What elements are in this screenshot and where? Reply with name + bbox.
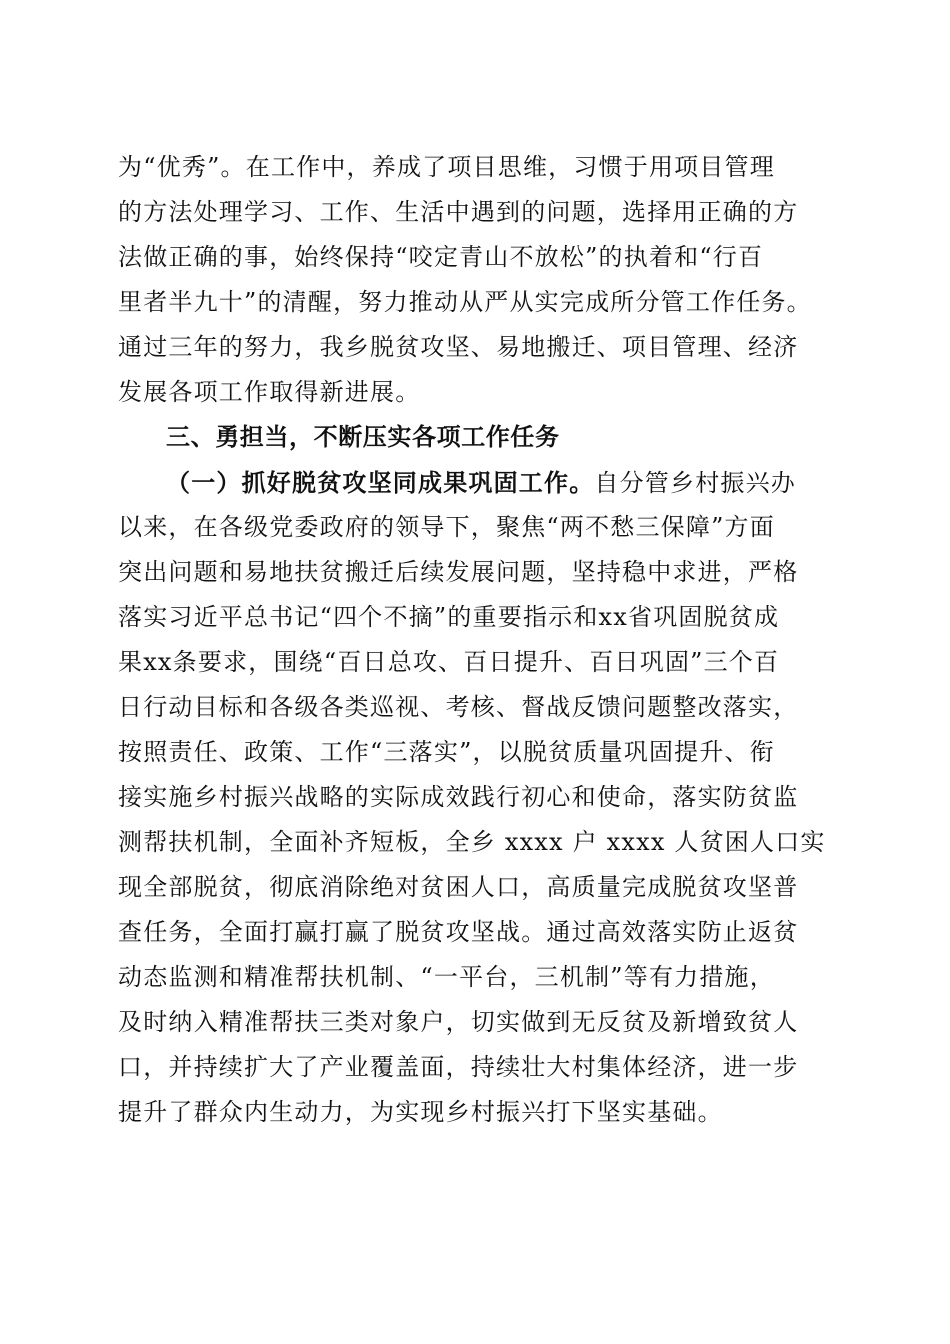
paragraph-line: 的方法处理学习、工作、生活中遇到的问题，选择用正确的方 [118,198,799,226]
paragraph-line: 及时纳入精准帮扶三类对象户，切实做到无反贫及新增致贫人 [118,1008,799,1036]
paragraph-line: 里者半九十”的清醒，努力推动从严从实完成所分管工作任务。 [118,288,812,316]
subsection-title: （一）抓好脱贫攻坚同成果巩固工作。 [166,468,595,497]
paragraph-line: 按照责任、政策、工作“三落实”，以脱贫质量巩固提升、衔 [118,738,775,766]
paragraph-line: 突出问题和易地扶贫搬迁后续发展问题，坚持稳中求进，严格 [118,558,799,586]
document-body [118,145,830,1135]
paragraph-line: 为“优秀”。在工作中，养成了项目思维，习惯于用项目管理 [118,153,775,181]
paragraph-line: 现全部脱贫，彻底消除绝对贫困人口，高质量完成脱贫攻坚普 [118,873,799,901]
paragraph-line: 发展各项工作取得新进展。 [118,378,421,406]
subsection-first-line [118,460,830,505]
paragraph-line: 落实习近平总书记“四个不摘”的重要指示和xx省巩固脱贫成 [118,603,780,631]
paragraph-line: 法做正确的事，始终保持“咬定青山不放松”的执着和“行百 [118,243,764,271]
paragraph-line: 日行动目标和各级各类巡视、考核、督战反馈问题整改落实， [118,693,799,721]
paragraph-line: 果xx条要求，围绕“百日总攻、百日提升、百日巩固”三个百 [118,648,780,676]
subsection-text: 自分管乡村振兴办 [594,469,797,497]
paragraph-line: 通过三年的努力，我乡脱贫攻坚、易地搬迁、项目管理、经济 [118,333,799,361]
paragraph-line: 动态监测和精准帮扶机制、“一平台，三机制”等有力措施， [118,963,775,991]
paragraph-line: 接实施乡村振兴战略的实际成效践行初心和使命，落实防贫监 [118,783,799,811]
section-heading: 三、勇担当，不断压实各项工作任务 [166,423,560,451]
paragraph-line: 以来，在各级党委政府的领导下，聚焦“两不愁三保障”方面 [118,513,775,541]
paragraph-line: 口，并持续扩大了产业覆盖面，持续壮大村集体经济，进一步 [118,1053,799,1081]
paragraph-line: 提升了群众内生动力，为实现乡村振兴打下坚实基础。 [118,1098,723,1126]
paragraph-line: 测帮扶机制，全面补齐短板，全乡 xxxx 户 xxxx 人贫困人口实 [118,828,826,856]
paragraph-line: 查任务，全面打赢打赢了脱贫攻坚战。通过高效落实防止返贫 [118,918,799,946]
